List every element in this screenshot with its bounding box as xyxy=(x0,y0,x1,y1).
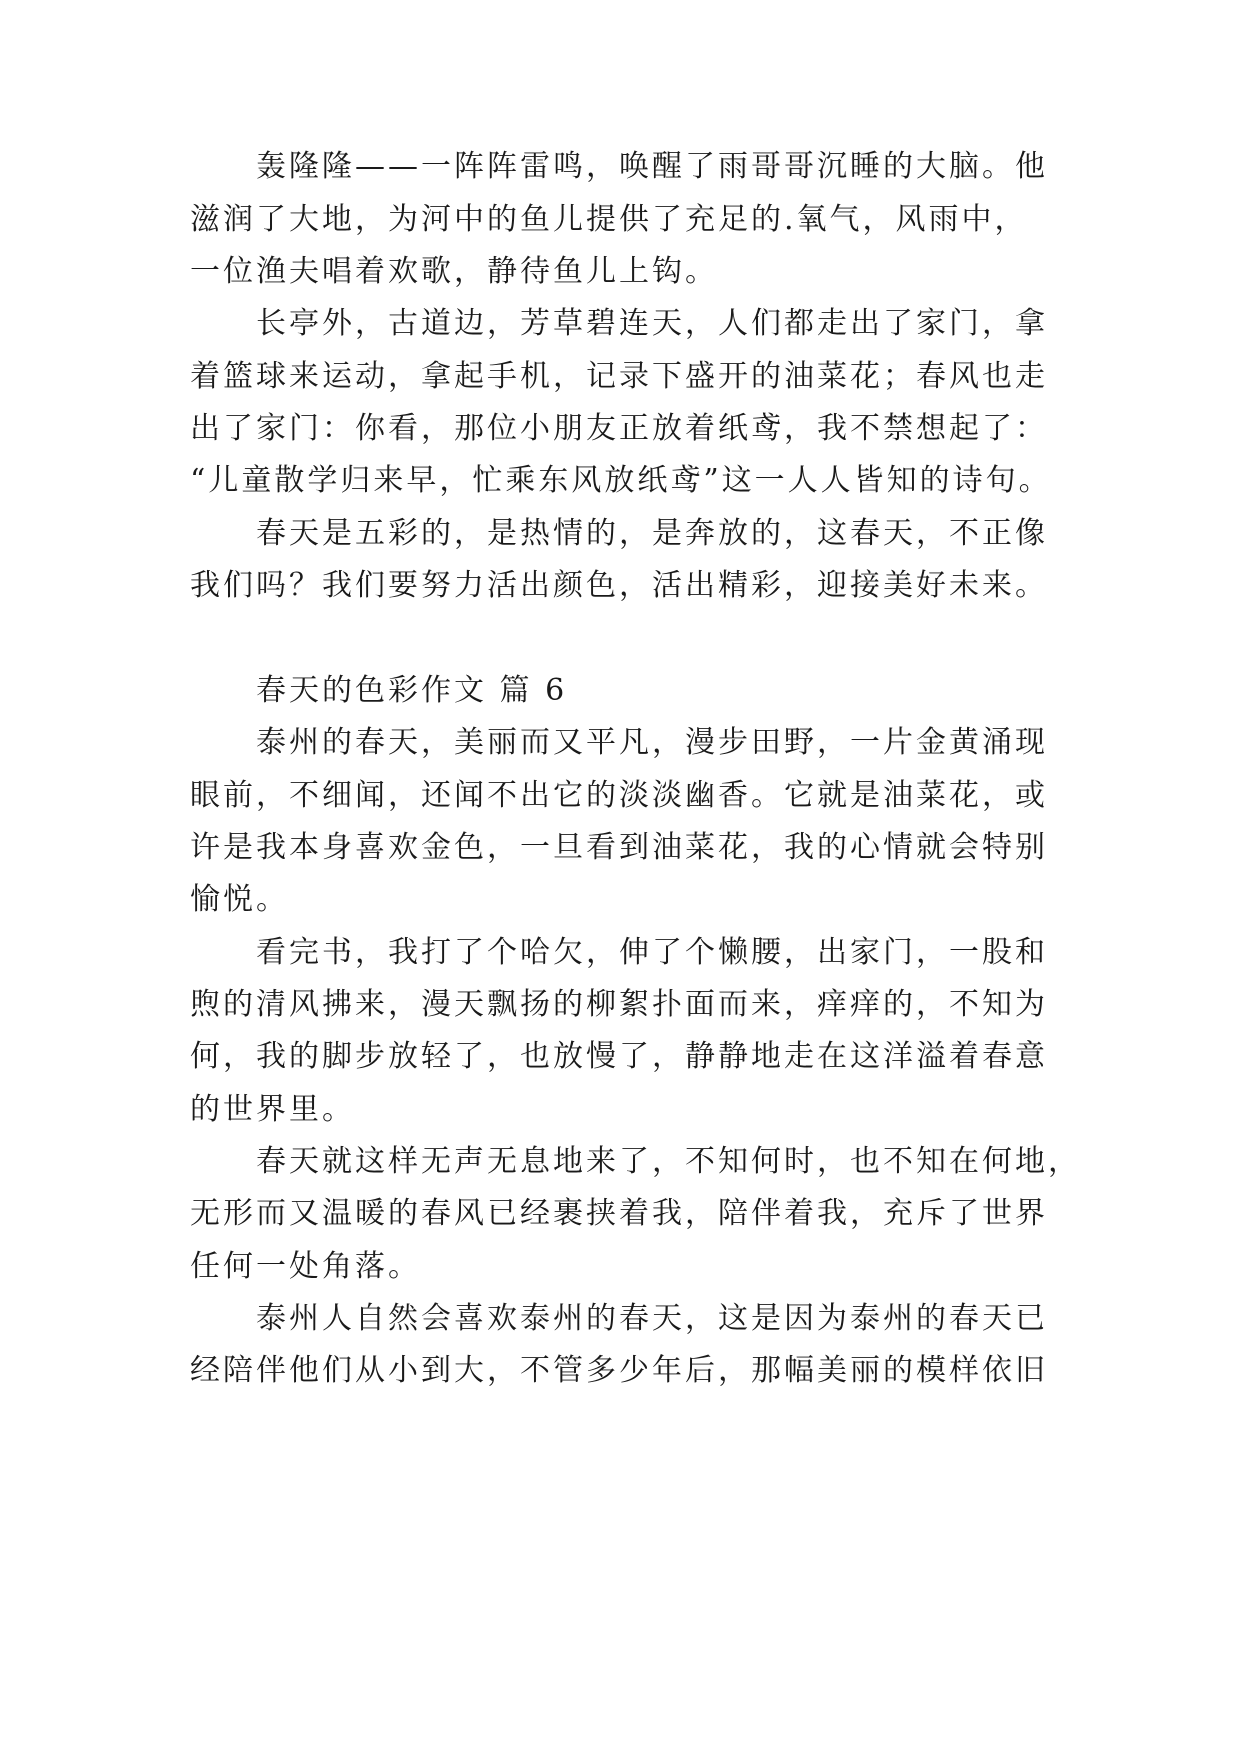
paragraph-line: 无形而又温暖的春风已经裹挟着我，陪伴着我，充斥了世界 xyxy=(190,1196,1048,1231)
paragraph-line: 一位渔夫唱着欢歌，静待鱼儿上钩。 xyxy=(190,254,718,289)
paragraph-line: 看完书，我打了个哈欠，伸了个懒腰，出家门，一股和 xyxy=(256,935,1048,970)
paragraph-line: 春天就这样无声无息地来了，不知何时，也不知在何地， xyxy=(256,1144,1081,1179)
paragraph-line: 我们吗？我们要努力活出颜色，活出精彩，迎接美好未来。 xyxy=(190,568,1048,603)
paragraph-line: 的世界里。 xyxy=(190,1092,355,1127)
paragraph-line: 煦的清风拂来，漫天飘扬的柳絮扑面而来，痒痒的，不知为 xyxy=(190,987,1048,1022)
section-heading: 春天的色彩作文 篇 6 xyxy=(256,673,568,708)
paragraph-line: 许是我本身喜欢金色，一旦看到油菜花，我的心情就会特别 xyxy=(190,830,1048,865)
paragraph-line: 泰州人自然会喜欢泰州的春天，这是因为泰州的春天已 xyxy=(256,1301,1048,1336)
paragraph-line: 何，我的脚步放轻了，也放慢了，静静地走在这洋溢着春意 xyxy=(190,1039,1048,1074)
paragraph-line: 出了家门：你看，那位小朋友正放着纸鸢，我不禁想起了： xyxy=(190,411,1048,446)
paragraph-line: 泰州的春天，美丽而又平凡，漫步田野，一片金黄涌现 xyxy=(256,725,1048,760)
paragraph-line: 任何一处角落。 xyxy=(190,1249,421,1284)
paragraph-line: 轰隆隆——一阵阵雷鸣，唤醒了雨哥哥沉睡的大脑。他 xyxy=(256,149,1048,184)
paragraph-line: 春天是五彩的，是热情的，是奔放的，这春天，不正像 xyxy=(256,516,1048,551)
paragraph-line: 眼前，不细闻，还闻不出它的淡淡幽香。它就是油菜花，或 xyxy=(190,778,1048,813)
paragraph-line: 滋润了大地，为河中的鱼儿提供了充足的.氧气，风雨中， xyxy=(190,202,1028,237)
paragraph-line: 愉悦。 xyxy=(190,882,289,917)
paragraph-line: “儿童散学归来早，忙乘东风放纸鸢”这一人人皆知的诗句。 xyxy=(190,463,1052,498)
paragraph-line: 着篮球来运动，拿起手机，记录下盛开的油菜花；春风也走 xyxy=(190,359,1048,394)
paragraph-line: 长亭外，古道边，芳草碧连天，人们都走出了家门，拿 xyxy=(256,306,1048,341)
paragraph-line: 经陪伴他们从小到大，不管多少年后，那幅美丽的模样依旧 xyxy=(190,1353,1048,1388)
